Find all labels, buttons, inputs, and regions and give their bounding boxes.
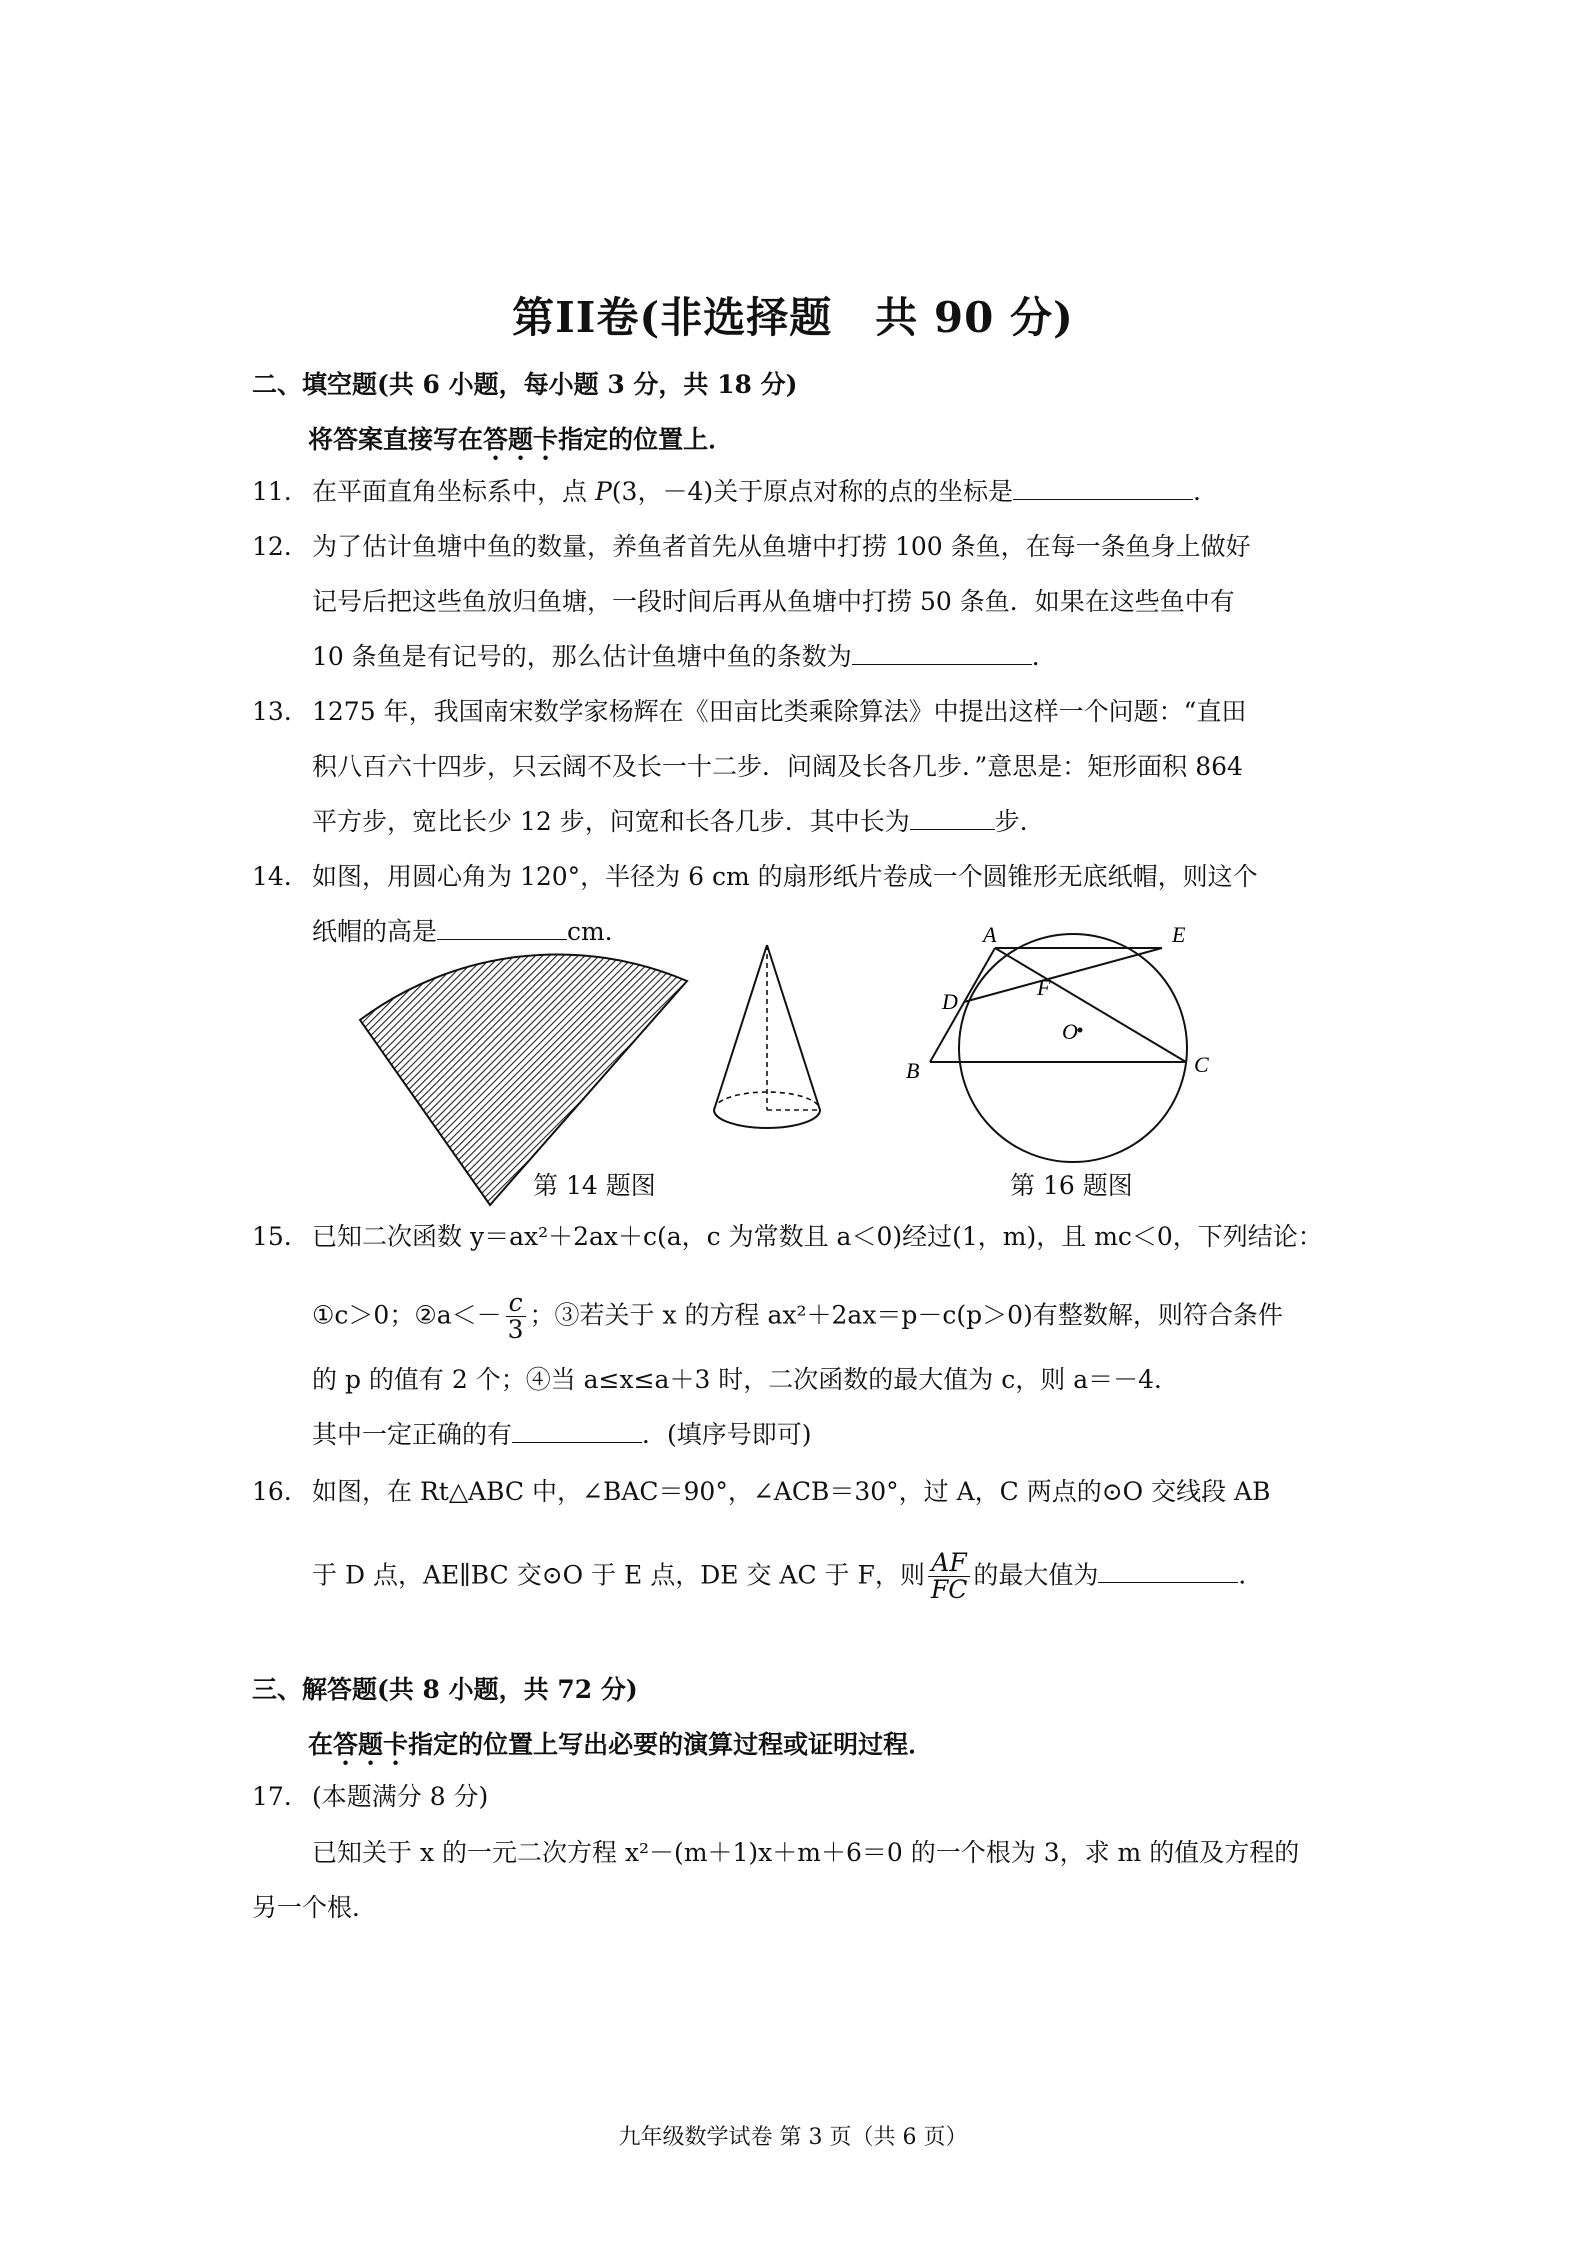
section2-instruction: 将答案直接写在答题卡指定的位置上． xyxy=(308,425,734,454)
question-15-line4: 其中一定正确的有 ．(填序号即可) xyxy=(312,1420,812,1449)
question-17-line1: 已知关于 x 的一元二次方程 x²－(m＋1)x＋m＋6＝0 的一个根为 3，求 m 的值及方程的 xyxy=(312,1838,1300,1867)
question-16: 16. 如图，在 Rt△ABC 中，∠BAC＝90°，∠ACB＝30°，过 A，C 两点的⊙O 交线段 AB xyxy=(252,1477,1271,1506)
question-17: 17. (本题满分 8 分) xyxy=(252,1782,489,1811)
question-13: 13. 1275 年，我国南宋数学家杨辉在《田亩比类乘除算法》中提出这样一个问题：“直田 xyxy=(252,697,1247,726)
label-O: O xyxy=(1062,1019,1078,1044)
fraction-af-over-fc: $\frac{AF}{FC}$ xyxy=(928,1550,970,1604)
page-title: 第II卷(非选择题 共 90 分) xyxy=(512,293,1074,342)
question-13-line3: 平方步，宽比长少 12 步，问宽和长各几步．其中长为 步． xyxy=(312,807,1045,836)
geometry-figure-16 xyxy=(906,922,1209,1162)
question-12-line2: 记号后把这些鱼放归鱼塘，一段时间后再从鱼塘中打捞 50 条鱼．如果在这些鱼中有 xyxy=(312,587,1235,616)
question-15: 15. 已知二次函数 y＝ax²＋2ax＋c(a，c 为常数且 a＜0)经过(1，m)，且 mc＜0，下列结论： xyxy=(252,1222,1323,1251)
dotted-emphasis: 答题卡 xyxy=(483,425,559,454)
label-A: A xyxy=(983,922,997,947)
answer-blank[interactable] xyxy=(910,807,995,830)
answer-blank[interactable] xyxy=(1098,1560,1238,1583)
answer-blank[interactable] xyxy=(1013,477,1193,500)
question-17-line2: 另一个根． xyxy=(252,1893,378,1922)
label-F: F xyxy=(1037,975,1051,1000)
cone-figure xyxy=(714,945,820,1128)
label-D: D xyxy=(942,989,958,1014)
answer-blank[interactable] xyxy=(852,642,1032,665)
center-point xyxy=(1078,1028,1083,1033)
fraction-c-over-3: $\frac{c}{3}$ xyxy=(505,1290,527,1344)
question-15-line2: ①c＞0；②a＜－ $\frac{c}{3}$ ；③若关于 x 的方程 ax²＋2ax＝p－c(p＞0)有整数解，则符合条件 xyxy=(312,1288,1283,1345)
question-11: 11. 在平面直角坐标系中，点 P(3，－4)关于原点对称的点的坐标是 ． xyxy=(252,477,1219,506)
question-16-line2: 于 D 点，AE∥BC 交⊙O 于 E 点，DE 交 AC 于 F，则 $\frac{AF}{FC}$ 的最大值为 ． xyxy=(312,1548,1264,1605)
section2-heading: 二、填空题(共 6 小题，每小题 3 分，共 18 分) xyxy=(252,370,798,399)
question-14: 14. 如图，用圆心角为 120°，半径为 6 cm 的扇形纸片卷成一个圆锥形无底纸帽，则这个 xyxy=(252,862,1258,891)
page-footer: 九年级数学试卷 第 3 页（共 6 页） xyxy=(618,2125,968,2150)
label-B: B xyxy=(906,1058,920,1083)
dotted-emphasis: 答题卡 xyxy=(333,1730,409,1759)
question-12: 12. 为了估计鱼塘中鱼的数量，养鱼者首先从鱼塘中打捞 100 条鱼，在每一条鱼身上做好 xyxy=(252,532,1251,561)
section3-heading: 三、解答题(共 8 小题，共 72 分) xyxy=(252,1675,638,1704)
label-E: E xyxy=(1172,922,1186,947)
question-15-line3: 的 p 的值有 2 个；④当 a≤x≤a＋3 时，二次函数的最大值为 c，则 a＝－4． xyxy=(312,1365,1180,1394)
figure-16-caption: 第 16 题图 xyxy=(1010,1171,1133,1200)
section3-instruction: 在答题卡指定的位置上写出必要的演算过程或证明过程． xyxy=(308,1730,934,1759)
answer-blank[interactable] xyxy=(512,1420,642,1443)
figures-14-16 xyxy=(330,920,1400,1230)
question-12-line3: 10 条鱼是有记号的，那么估计鱼塘中鱼的条数为 ． xyxy=(312,642,1057,671)
label-C: C xyxy=(1194,1052,1209,1077)
figure-14-caption: 第 14 题图 xyxy=(533,1171,656,1200)
question-13-line2: 积八百六十四步，只云阔不及长一十二步．问阔及长各几步．”意思是：矩形面积 864 xyxy=(312,752,1243,781)
question-14-line2: 纸帽的高是 cm． xyxy=(312,917,630,946)
